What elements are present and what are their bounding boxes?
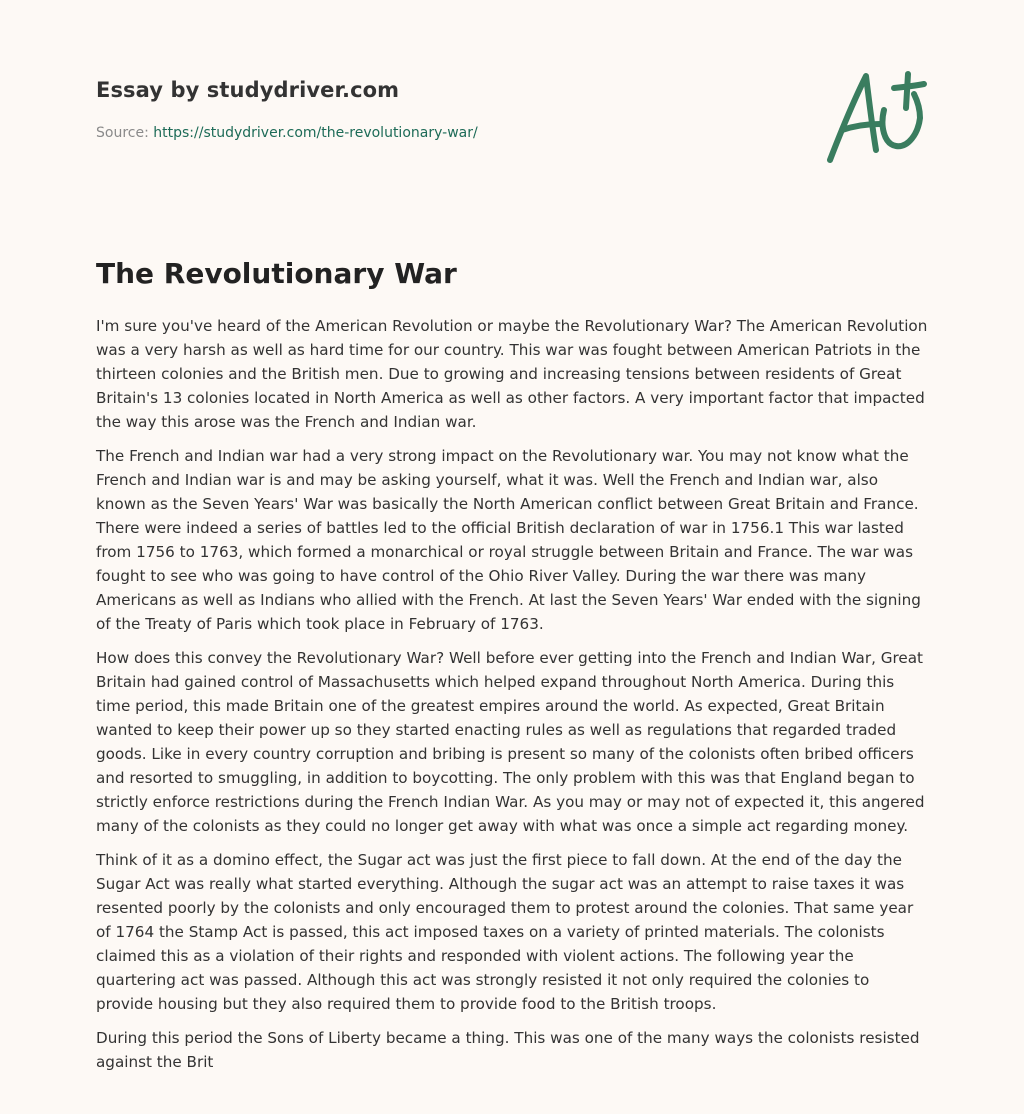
essay-paragraph: How does this convey the Revolutionary War? Well before ever getting into the French and Indian War, Great Britain had gained control of Massachusetts which helped expand throughout North America. During this time period, this made Britain one of the greatest empires around the world. As expected, Great Britain wanted to keep their power up so they started enacting rules as well as regulations that regarded traded goods. Like in every country corruption and bribing is present so many of the colonists often bribed officers and resorted to smuggling, in addition to boycotting. The only problem with this was that England began to strictly enforce restrictions during the French Indian War. As you may or may not of expected it, this angered many of the colonists as they could no longer get away with what was once a simple act regarding money.: [96, 649, 925, 835]
essay-paragraph: Think of it as a domino effect, the Sugar act was just the first piece to fall down. At the end of the day the Sugar Act was really what started everything. Although the sugar act was an attempt to raise taxes it was resented poorly by the colonists and only encouraged them to protest around the colonies. That same year of 1764 the Stamp Act is passed, this act imposed taxes on a variety of printed materials. The colonists claimed this as a violation of their rights and responded with violent actions. The following year the quartering act was passed. Although this act was strongly resisted it not only required the colonies to provide housing but they also required them to provide food to the British troops.: [96, 851, 914, 1013]
source-link[interactable]: https://studydriver.com/the-revolutionary-war/: [153, 125, 478, 141]
essay-paragraph: During this period the Sons of Liberty became a thing. This was one of the many ways the colonists resisted against the Brit: [96, 1029, 920, 1071]
source-label: Source:: [96, 125, 149, 141]
essay-header: [96, 76, 656, 142]
essay-title: The Revolutionary War: [96, 257, 457, 290]
a-plus-logo-icon: [820, 64, 930, 168]
source-line: [96, 124, 656, 142]
essay-paragraph: The French and Indian war had a very strong impact on the Revolutionary war. You may not know what the French and Indian war is and may be asking yourself, what it was. Well the French and Indian war, also known as the Seven Years' War was basically the North American conflict between Great Britain and France. There were indeed a series of battles led to the official British declaration of war in 1756.1 This war lasted from 1756 to 1763, which formed a monarchical or royal struggle between Britain and France. The war was fought to see who was going to have control of the Ohio River Valley. During the war there was many Americans as well as Indians who allied with the French. At last the Seven Years' War ended with the signing of the Treaty of Paris which took place in February of 1763.: [96, 447, 921, 633]
essay-paragraph: I'm sure you've heard of the American Revolution or maybe the Revolutionary War? The American Revolution was a very harsh as well as hard time for our country. This war was fought between American Patriots in the thirteen colonies and the British men. Due to growing and increasing tensions between residents of Great Britain's 13 colonies located in North America as well as other factors. A very important factor that impacted the way this arose was the French and Indian war.: [96, 317, 928, 431]
site-title: Essay by studydriver.com: [96, 78, 400, 102]
essay-body: [96, 314, 928, 1084]
